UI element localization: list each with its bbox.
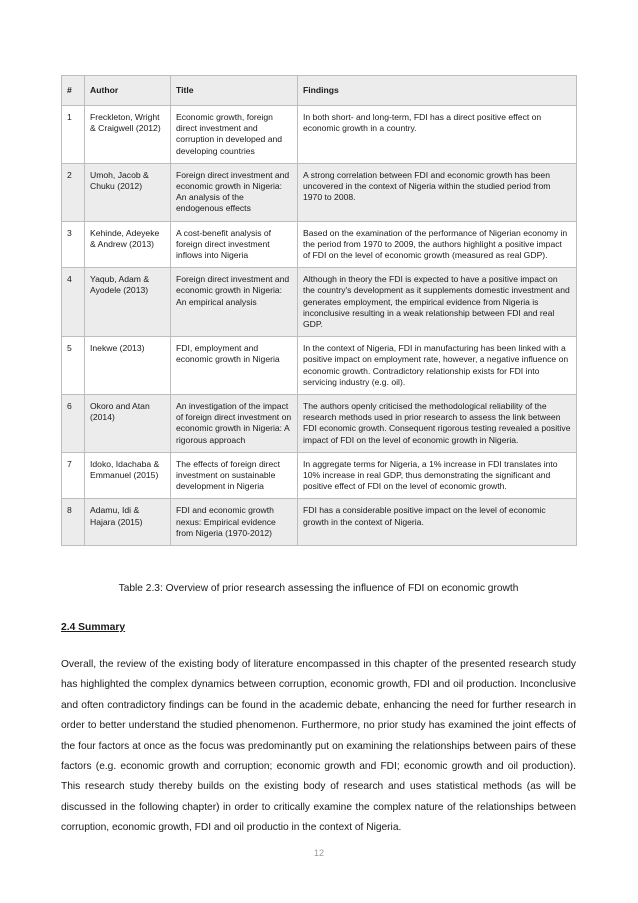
row-author: Okoro and Atan (2014) <box>85 395 171 453</box>
table-caption: Table 2.3: Overview of prior research assessing the influence of FDI on economic growth <box>118 583 519 594</box>
row-author: Kehinde, Adeyeke & Andrew (2013) <box>85 221 171 268</box>
summary-paragraph: Overall, the review of the existing body of literature encompassed in this chapter of the presented research study has highlighted the complex dynamics between corruption, economic growth, FDI and oil production. Inconclusive and often contradictory findings can be found in the academic debate, enhancing the need for further research in order to better understand the studied phenomenon. Furthermore, no prior study has examined the joint effects of the four factors at once as the focus was predominantly put on examining the relationships between pairs of these factors (e.g. economic growth and corruption; economic growth and FDI; economic growth and oil production). This research study thereby builds on the existing body of research and uses statistical methods (as will be discussed in the following chapter) in order to critically examine the complex nature of the relationships between corruption, economic growth, FDI and oil productio in the context of Nigeria. <box>61 659 576 834</box>
row-title: FDI and economic growth nexus: Empirical evidence from Nigeria (1970-2012) <box>171 499 298 546</box>
row-title: A cost-benefit analysis of foreign direct investment inflows into Nigeria <box>171 221 298 268</box>
table-row <box>62 163 577 221</box>
row-number: 1 <box>62 106 85 164</box>
row-author: Adamu, Idi & Hajara (2015) <box>85 499 171 546</box>
row-number: 5 <box>62 337 85 395</box>
table-row <box>62 221 577 268</box>
row-author: Freckleton, Wright & Craigwell (2012) <box>85 106 171 164</box>
row-number: 4 <box>62 268 85 337</box>
table-row <box>62 337 577 395</box>
row-author: Idoko, Idachaba & Emmanuel (2015) <box>85 452 171 499</box>
table-row <box>62 452 577 499</box>
table-row <box>62 499 577 546</box>
header-number: # <box>62 76 85 106</box>
row-findings: In the context of Nigeria, FDI in manufacturing has been linked with a positive impact on employment rate, however, a negative influence on economic growth. Contradictory relationship exists for FDI into servicing industry (e.g. oil). <box>298 337 577 395</box>
row-title: Economic growth, foreign direct investment and corruption in developed and developing countries <box>171 106 298 164</box>
row-title: Foreign direct investment and economic growth in Nigeria: An empirical analysis <box>171 268 298 337</box>
row-author: Yaqub, Adam & Ayodele (2013) <box>85 268 171 337</box>
row-number: 7 <box>62 452 85 499</box>
header-title: Title <box>171 76 298 106</box>
row-findings: FDI has a considerable positive impact on the level of economic growth in the context of Nigeria. <box>298 499 577 546</box>
row-number: 6 <box>62 395 85 453</box>
table-row <box>62 106 577 164</box>
page-number: 12 <box>313 848 324 858</box>
row-author: Inekwe (2013) <box>85 337 171 395</box>
row-number: 2 <box>62 163 85 221</box>
row-number: 3 <box>62 221 85 268</box>
section-heading: 2.4 Summary <box>61 622 126 633</box>
literature-table <box>61 75 577 546</box>
row-findings: In both short- and long-term, FDI has a direct positive effect on economic growth in a country. <box>298 106 577 164</box>
row-findings: The authors openly criticised the methodological reliability of the research methods used in prior research to assess the link between FDI economic growth. Consequent rigorous testing revealed a positive impact of FDI on the level of economic growth in Nigeria. <box>298 395 577 453</box>
table-row <box>62 395 577 453</box>
row-title: Foreign direct investment and economic growth in Nigeria: An analysis of the endogenous effects <box>171 163 298 221</box>
row-author: Umoh, Jacob & Chuku (2012) <box>85 163 171 221</box>
row-findings: A strong correlation between FDI and economic growth has been uncovered in the context of Nigeria within the studied period from 1970 to 2008. <box>298 163 577 221</box>
row-title: The effects of foreign direct investment on sustainable development in Nigeria <box>171 452 298 499</box>
header-author: Author <box>85 76 171 106</box>
row-number: 8 <box>62 499 85 546</box>
table-header-row <box>62 76 577 106</box>
row-findings: Based on the examination of the performance of Nigerian economy in the period from 1970 to 2009, the authors highlight a positive impact of FDI on the level of economic growth (measured as real GDP). <box>298 221 577 268</box>
row-findings: In aggregate terms for Nigeria, a 1% increase in FDI translates into 10% increase in real GDP, thus demonstrating the significant and positive effect of FDI on the level of economic growth. <box>298 452 577 499</box>
table-row <box>62 268 577 337</box>
row-title: An investigation of the impact of foreign direct investment on economic growth in Nigeria: A rigorous approach <box>171 395 298 453</box>
row-findings: Although in theory the FDI is expected to have a positive impact on the country's development as it supplements domestic investment and generates employment, the empirical evidence from Nigeria is inconclusive resulting in a weak relationship between FDI and real GDP. <box>298 268 577 337</box>
row-title: FDI, employment and economic growth in Nigeria <box>171 337 298 395</box>
header-findings: Findings <box>298 76 577 106</box>
